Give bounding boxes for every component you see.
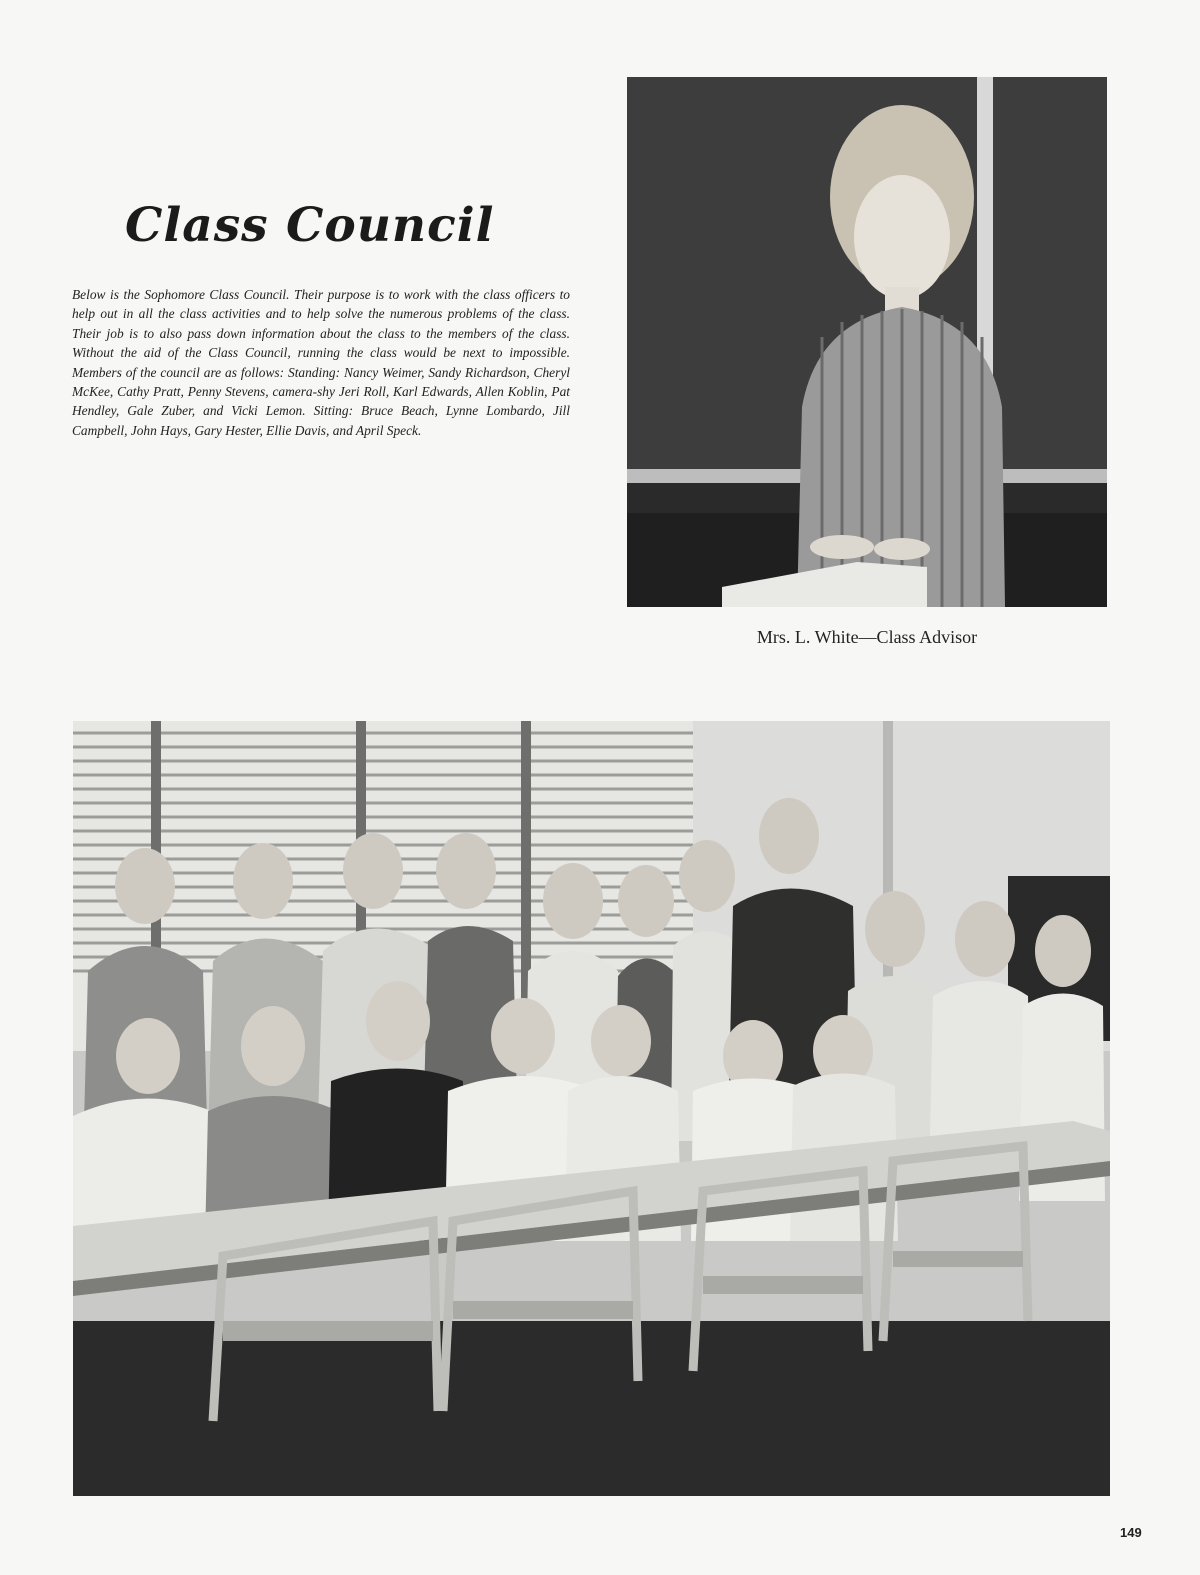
intro-paragraph: Below is the Sophomore Class Council. Their purpose is to work with the class officers to help out in all the class activities and to help solve the numerous problems of the class. Their job is to also pass down information about the class to the members of the class. Without the aid of the Class Council, running the class would be next to impossible. Members of the council are as follows: Standing: Nancy Weimer, Sandy Richardson, Cheryl McKee, Cathy Pratt, Penny Stevens, camera-shy Jeri Roll, Karl Edwards, Allen Koblin, Pat Hendley, Gale Zuber, and Vicki Lemon. Sitting: Bruce Beach, Lynne Lombardo, Jill Campbell, John Hays, Gary Hester, Ellie Davis, and April Speck. [72,287,570,438]
group-photo [73,721,1110,1496]
advisor-photo [627,77,1107,607]
advisor-caption: Mrs. L. White—Class Advisor [756,627,978,647]
page-title: Class Council [125,198,495,253]
page-number: 149 [1120,1525,1142,1540]
